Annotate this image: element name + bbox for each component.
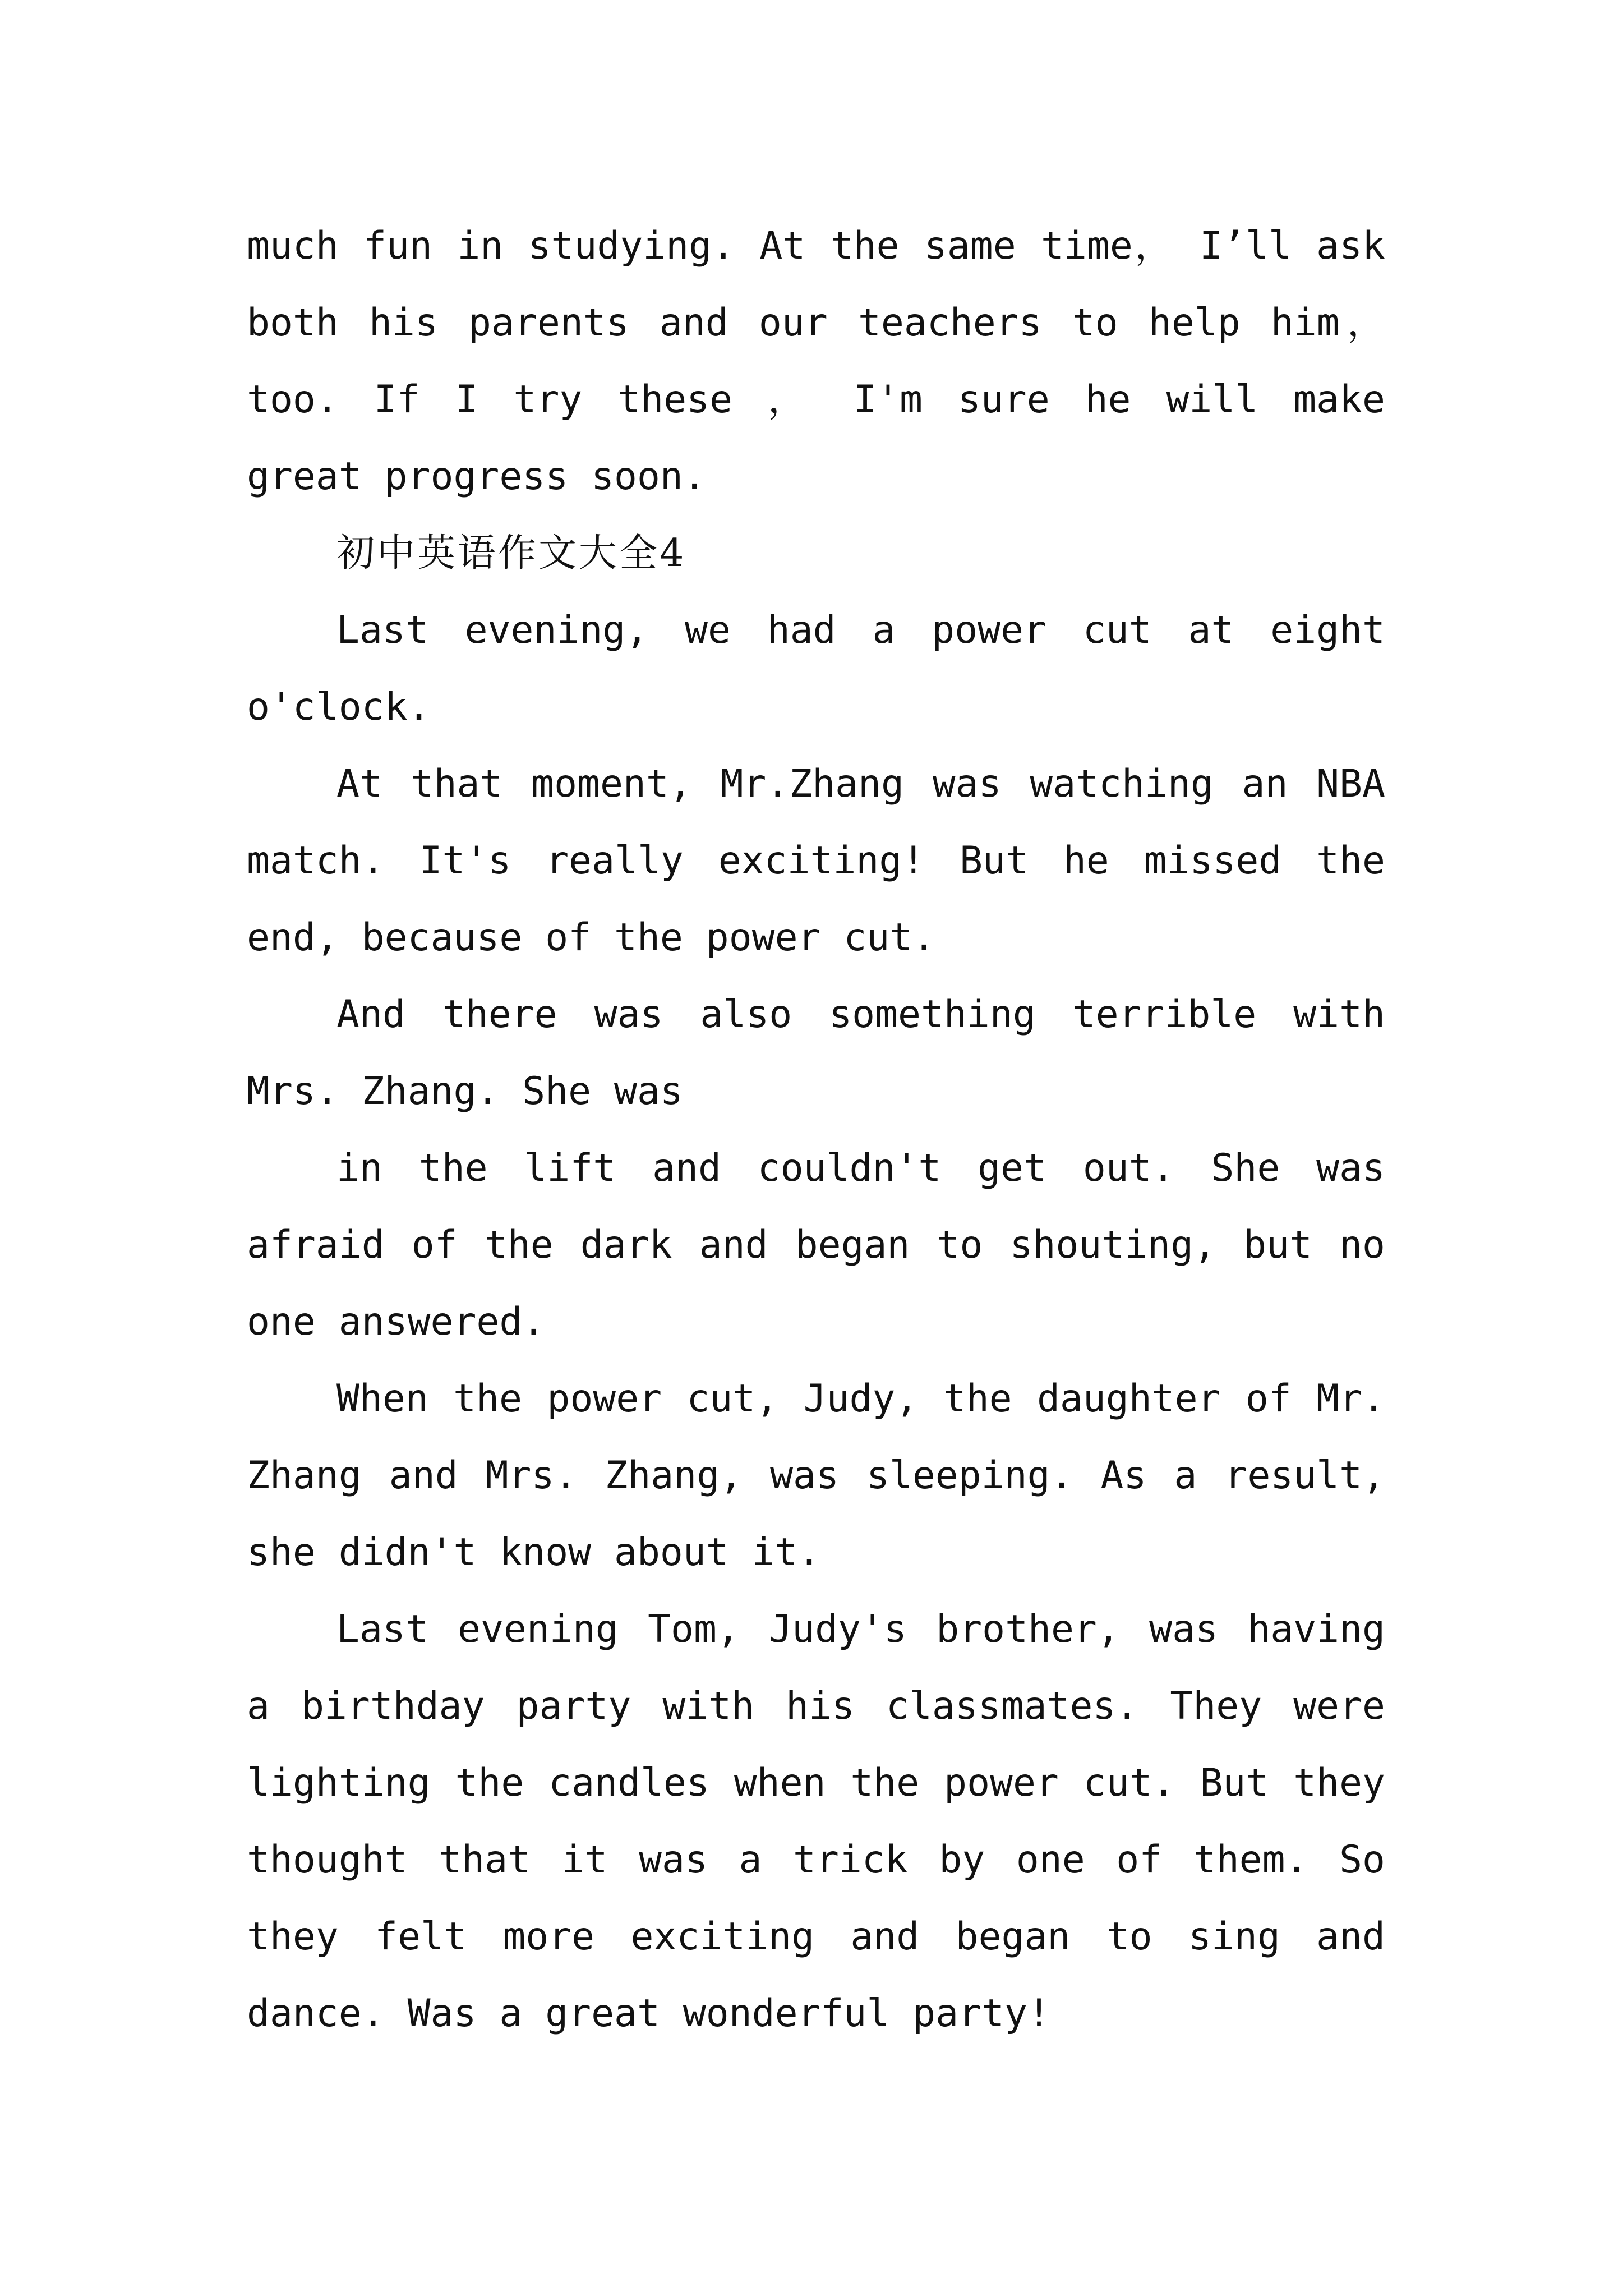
paragraph-lift: in the lift and couldn't get out. She was afraid of the dark and began to shouting, but no one answered. bbox=[247, 1146, 1385, 1344]
paragraph-continuation: much fun in studying. At the same time， I’ll ask both his parents and our teachers to help him， too. If I try these ， I'm sure he will make great progress soon. bbox=[247, 224, 1385, 499]
paragraph-power-cut-intro: Last evening, we had a power cut at eight o'clock. bbox=[247, 608, 1385, 729]
paragraph-mr-zhang: At that moment, Mr.Zhang was watching an NBA match. It's really exciting! But he missed the end, because of the power cut. bbox=[247, 762, 1385, 960]
section-heading: 初中英语作文大全4 bbox=[336, 531, 686, 576]
paragraph-tom-party: Last evening Tom, Judy's brother, was having a birthday party with his classmates. They were lighting the candles when the power cut. But they thought that it was a trick by one of them. So they felt more exciting and began to sing and dance. Was a great wonderful party! bbox=[247, 1607, 1385, 2036]
paragraph-judy: When the power cut, Judy, the daughter of Mr. Zhang and Mrs. Zhang, was sleeping. As a result, she didn't know about it. bbox=[247, 1377, 1385, 1575]
paragraph-mrs-zhang: And there was also something terrible with Mrs. Zhang. She was bbox=[247, 992, 1385, 1114]
document-body bbox=[247, 208, 1385, 2052]
